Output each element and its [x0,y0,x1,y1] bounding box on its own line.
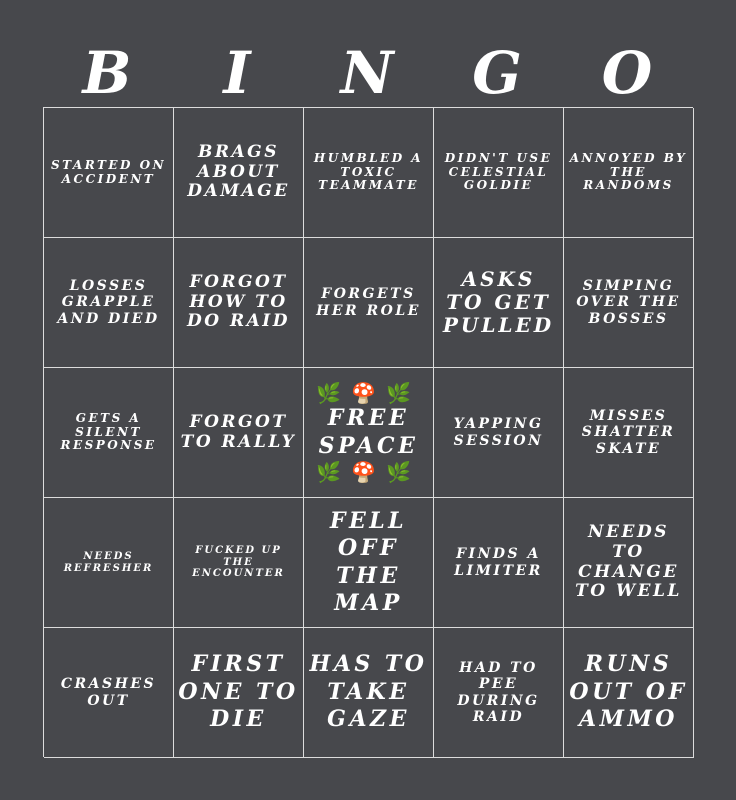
leaf-mushroom-icon: 🌿🍄🌿 [316,460,421,484]
bingo-cell[interactable]: FINDS A LIMITER [434,498,564,628]
bingo-cell[interactable]: RUNS OUT OF AMMO [564,628,694,758]
header-letter-i: I [223,39,253,107]
bingo-cell[interactable]: FUCKED UP THE ENCOUNTER [174,498,304,628]
free-space-label: FREE SPACE [318,405,419,459]
bingo-cell[interactable]: SIMPING OVER THE BOSSES [564,238,694,368]
free-space-cell[interactable] [304,368,434,498]
bingo-cell[interactable]: DIDN'T USE CELESTIAL GOLDIE [434,108,564,238]
bingo-cell[interactable]: HAD TO PEE DURING RAID [434,628,564,758]
bingo-header [43,38,693,108]
leaf-mushroom-icon: 🌿🍄🌿 [316,381,421,405]
bingo-cell[interactable]: ASKS TO GET PULLED [434,238,564,368]
bingo-cell[interactable]: ANNOYED BY THE RANDOMS [564,108,694,238]
bingo-cell[interactable]: MISSES SHATTER SKATE [564,368,694,498]
bingo-cell[interactable]: STARTED ON ACCIDENT [44,108,174,238]
bingo-cell[interactable]: GETS A SILENT RESPONSE [44,368,174,498]
bingo-cell[interactable]: FORGOT HOW TO DO RAID [174,238,304,368]
bingo-cell[interactable]: NEEDS REFRESHER [44,498,174,628]
bingo-cell[interactable]: BRAGS ABOUT DAMAGE [174,108,304,238]
header-letter-o: O [601,39,655,107]
bingo-cell[interactable]: CRASHES OUT [44,628,174,758]
bingo-cell[interactable]: FORGETS HER ROLE [304,238,434,368]
bingo-cell[interactable]: FIRST ONE TO DIE [174,628,304,758]
bingo-grid [43,107,693,757]
bingo-cell[interactable]: FORGOT TO RALLY [174,368,304,498]
header-letter-g: G [472,39,524,107]
bingo-cell[interactable]: YAPPING SESSION [434,368,564,498]
bingo-cell[interactable]: HUMBLED A TOXIC TEAMMATE [304,108,434,238]
bingo-cell[interactable]: NEEDS TO CHANGE TO WELL [564,498,694,628]
bingo-cell[interactable]: LOSSES GRAPPLE AND DIED [44,238,174,368]
bingo-cell[interactable]: HAS TO TAKE GAZE [304,628,434,758]
bingo-cell[interactable]: FELL OFF THE MAP [304,498,434,628]
header-letter-b: B [82,39,134,107]
header-letter-n: N [340,39,396,107]
